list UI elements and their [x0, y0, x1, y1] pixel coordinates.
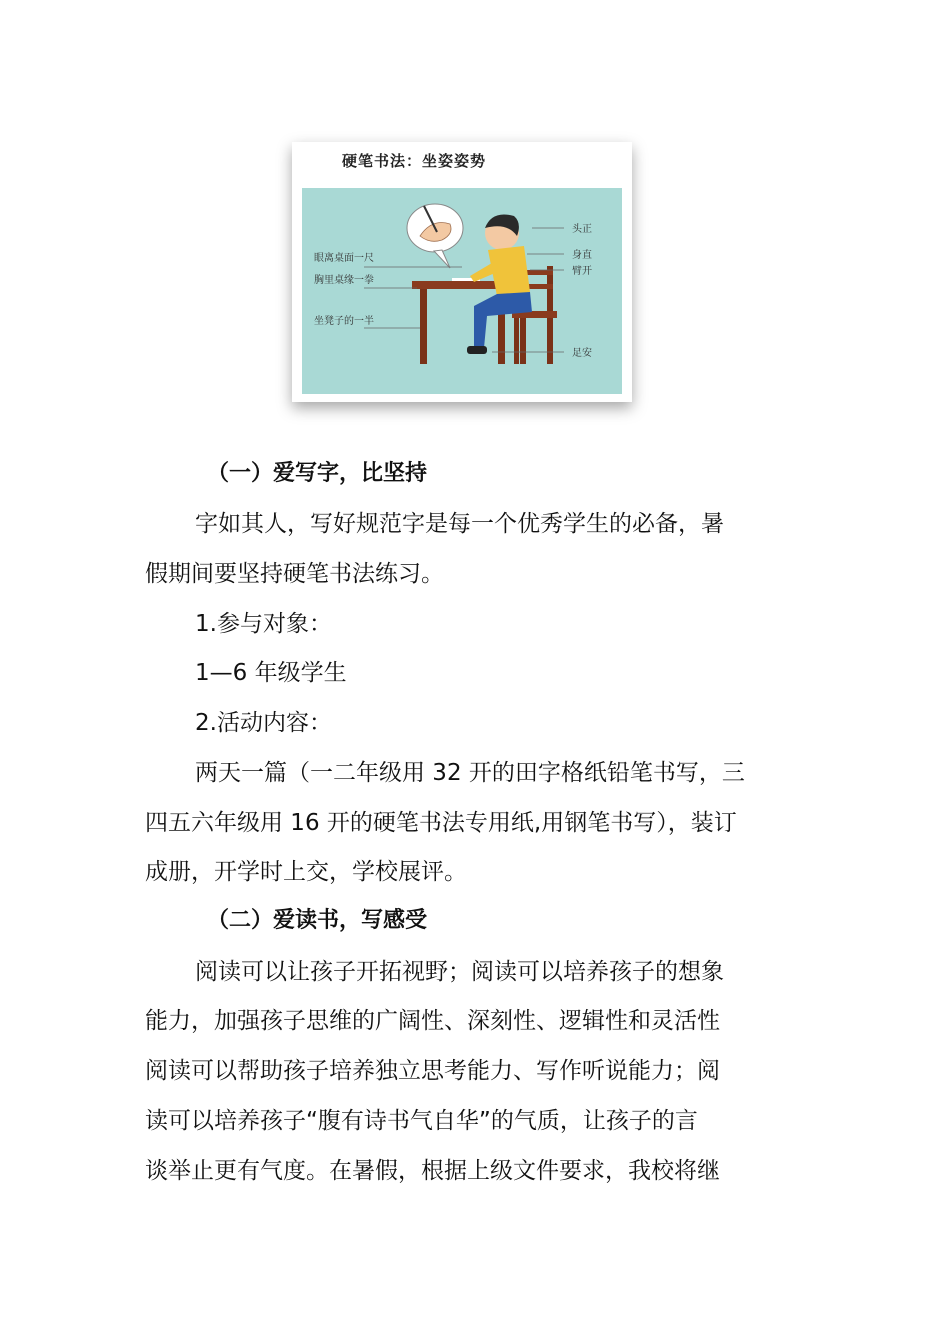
section2-line4: 读可以培养孩子“腹有诗书气自华”的气质，让孩子的言 [145, 1108, 698, 1134]
label-feet: 足安 [572, 348, 592, 359]
posture-image [302, 188, 622, 394]
item1-value: 1—6 年级学生 [195, 660, 347, 686]
content-line2: 四五六年级用 16 开的硬笔书法专用纸,用钢笔书写），装订 [145, 810, 737, 836]
item2-label: 2.活动内容： [195, 710, 332, 736]
label-body: 身直 [572, 250, 592, 261]
label-seat: 坐凳子的一半 [314, 316, 374, 327]
label-chest-distance: 胸里桌缘一拳 [314, 275, 374, 286]
figure-title: 硬笔书法：坐姿姿势 [342, 152, 487, 170]
posture-illustration [292, 142, 632, 402]
section2-heading: （二）爱读书，写感受 [207, 908, 428, 933]
section1-heading: （一）爱写字，比坚持 [207, 461, 428, 486]
section1-intro-line1: 字如其人，写好规范字是每一个优秀学生的必备，暑 [195, 511, 724, 537]
section2-line5: 谈举止更有气度。在暑假，根据上级文件要求，我校将继 [145, 1158, 720, 1184]
label-eye-distance: 眼离桌面一尺 [314, 253, 374, 264]
section2-line3: 阅读可以帮助孩子培养独立思考能力、写作听说能力；阅 [145, 1058, 720, 1084]
label-arms: 臂开 [572, 266, 592, 277]
section1-intro-line2: 假期间要坚持硬笔书法练习。 [145, 561, 444, 587]
content-line1: 两天一篇（一二年级用 32 开的田字格纸铅笔书写，三 [195, 760, 745, 786]
item1-label: 1.参与对象： [195, 611, 332, 637]
label-head: 头正 [572, 224, 592, 235]
content-line3: 成册，开学时上交，学校展评。 [145, 859, 467, 885]
section2-line2: 能力，加强孩子思维的广阔性、深刻性、逻辑性和灵活性 [145, 1008, 720, 1034]
section2-line1: 阅读可以让孩子开拓视野；阅读可以培养孩子的想象 [195, 959, 724, 985]
